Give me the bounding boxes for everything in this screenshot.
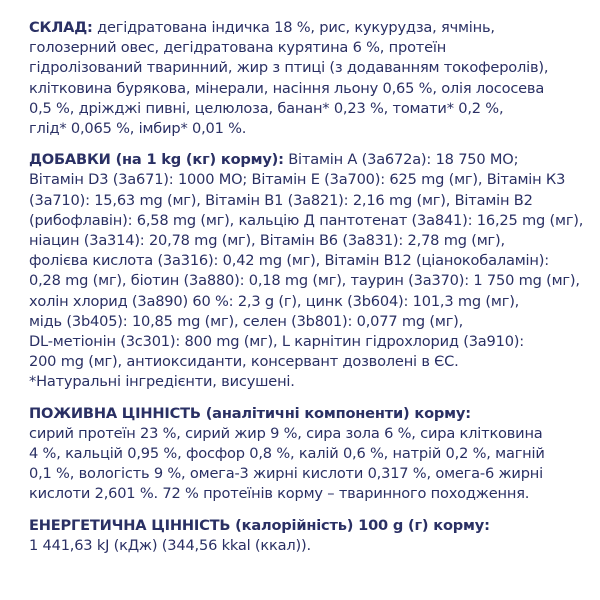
section-nutritional-value bbox=[29, 404, 595, 505]
text-line: 1 441,63 kJ (кДж) (344,56 kkal (ккал)). bbox=[29, 536, 311, 554]
text-line: глід* 0,065 %, імбир* 0,01 %. bbox=[29, 120, 247, 138]
text-line: голозерний овес, дегідратована курятина 6 %, протеїн bbox=[29, 39, 447, 57]
product-composition-text bbox=[29, 18, 595, 556]
text-line: клітковина бурякова, мінерали, насіння льону 0,65 %, олія лососева bbox=[29, 79, 545, 97]
text-line: (3а710): 15,63 mg (мг), Вітамін В1 (3а821): 2,16 mg (мг), Вітамін В2 bbox=[29, 191, 533, 209]
text-line: 0,28 mg (мг), біотин (3а880): 0,18 mg (мг), таурин (3а370): 1 750 mg (мг), bbox=[29, 272, 580, 290]
text-line bbox=[29, 18, 595, 38]
section-heading: ДОБАВКИ (на 1 kg (кг) корму): bbox=[29, 151, 284, 169]
text-line: *Натуральні інгредієнти, висушені. bbox=[29, 373, 295, 391]
text-line: кислоти 2,601 %. 72 % протеїнів корму – тваринного походження. bbox=[29, 485, 530, 503]
text-line: сирий протеїн 23 %, сирий жир 9 %, сира зола 6 %, сира клітковина bbox=[29, 424, 543, 442]
text-segment: Вітамін А (3а672а): 18 750 МО; bbox=[283, 151, 519, 169]
text-line: 0,5 %, дріжджі пивні, целюлоза, банан* 0,23 %, томати* 0,2 %, bbox=[29, 99, 504, 117]
text-line: ніацин (3а314): 20,78 mg (мг), Вітамін В6 (3а831): 2,78 mg (мг), bbox=[29, 232, 505, 250]
section-heading: ПОЖИВНА ЦІННІСТЬ (аналітичні компоненти) корму: bbox=[29, 404, 471, 422]
section-additives bbox=[29, 150, 595, 392]
text-line: холін хлорид (3а890) 60 %: 2,3 g (г), цинк (3b604): 101,3 mg (мг), bbox=[29, 292, 520, 310]
section-heading: СКЛАД: bbox=[29, 19, 93, 36]
section-energy-value bbox=[29, 516, 595, 556]
text-line: DL-метіонін (3с301): 800 mg (мг), L карнітин гідрохлорид (3а910): bbox=[29, 333, 525, 351]
text-line: 200 mg (мг), антиоксиданти, консервант дозволені в ЄС. bbox=[29, 353, 459, 371]
text-line: фолієва кислота (3а316): 0,42 mg (мг), Вітамін В12 (ціанокобаламін): bbox=[29, 252, 549, 270]
text-line: гідролізований тваринний, жир з птиці (з додаванням токоферолів), bbox=[29, 59, 549, 77]
text-line: Вітамін D3 (3а671): 1000 МО; Вітамін Е (3а700): 625 mg (мг), Вітамін К3 bbox=[29, 171, 566, 189]
text-line: мідь (3b405): 10,85 mg (мг), селен (3b801): 0,077 mg (мг), bbox=[29, 312, 464, 330]
text-line: 4 %, кальцій 0,95 %, фосфор 0,8 %, калій 0,6 %, натрій 0,2 %, магній bbox=[29, 445, 545, 463]
text-line: (рибофлавін): 6,58 mg (мг), кальцію Д пантотенат (3а841): 16,25 mg (мг), bbox=[29, 211, 584, 229]
text-line: 0,1 %, вологість 9 %, омега-3 жирні кислоти 0,317 %, омега-6 жирні bbox=[29, 465, 543, 483]
text-line bbox=[29, 150, 595, 170]
section-composition bbox=[29, 18, 595, 139]
text-segment: дегідратована індичка 18 %, рис, кукурудза, ячмінь, bbox=[92, 19, 495, 36]
section-heading: ЕНЕРГЕТИЧНА ЦІННІСТЬ (калорійність) 100 g (г) корму: bbox=[29, 516, 490, 534]
